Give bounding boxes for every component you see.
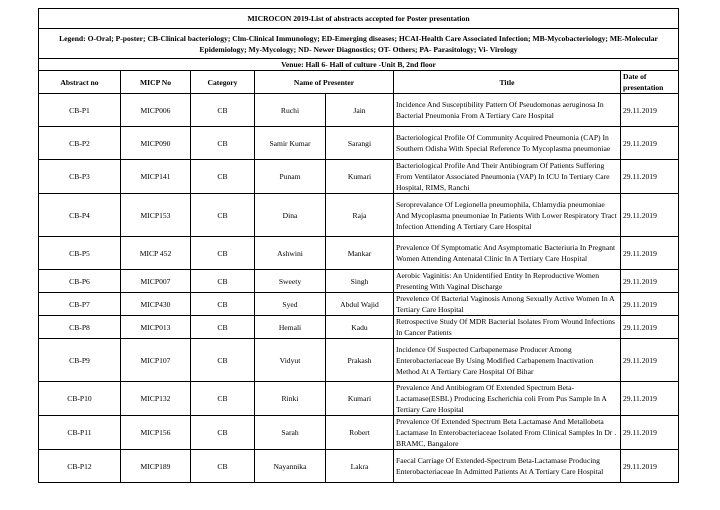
- abstract-title-cell: Bacteriological Profile Of Community Acquired Pneumonia (CAP) In Southern Odisha With Special Reference To Mycoplasma pneumoniae: [394, 127, 621, 160]
- micp-no-cell: MICP006: [121, 94, 191, 127]
- presentation-date-cell: 29.11.2019: [621, 94, 679, 127]
- presentation-date-cell: 29.11.2019: [621, 382, 679, 416]
- micp-no-cell: MICP013: [121, 316, 191, 339]
- category-cell: CB: [191, 94, 255, 127]
- presentation-date-cell: 29.11.2019: [621, 293, 679, 316]
- header-title: Title: [394, 71, 621, 94]
- abstract-title-cell: Faecal Carriage Of Extended-Spectrum Beta-Lactamase Producing Enterobacteriaceae In Admitted Patients At A Tertiary Care Hospital: [394, 450, 621, 483]
- presentation-date-cell: 29.11.2019: [621, 270, 679, 293]
- abstract-no-cell: CB-P2: [39, 127, 121, 160]
- presentation-date-cell: 29.11.2019: [621, 194, 679, 237]
- header-date: Date of presentation: [621, 71, 679, 94]
- abstract-no-cell: CB-P8: [39, 316, 121, 339]
- micp-no-cell: MICP007: [121, 270, 191, 293]
- category-cell: CB: [191, 450, 255, 483]
- table-row: [39, 194, 679, 237]
- abstract-title-cell: Incidence And Susceptibility Pattern Of Pseudomonas aeruginosa In Bacterial Pneumonia From A Tertiary Care Hospital: [394, 94, 621, 127]
- micp-no-cell: MICP189: [121, 450, 191, 483]
- table-row: [39, 450, 679, 483]
- abstract-title-cell: Bacteriological Profile And Their Antibiogram Of Patients Suffering From Ventilator Associated Pneumonia (VAP) In ICU In Tertiary Care Hospital, RIMS, Ranchi: [394, 160, 621, 194]
- presenter-last-name-cell: Mankar: [326, 237, 394, 270]
- header-row: [39, 71, 679, 94]
- presenter-first-name-cell: Sweety: [255, 270, 326, 293]
- abstract-title-cell: Prevalence Of Symptomatic And Asymptomatic Bacteriuria In Pregnant Women Attending Antenatal Clinic In A Tertiary Care Hospital: [394, 237, 621, 270]
- presentation-date-cell: 29.11.2019: [621, 316, 679, 339]
- presenter-first-name-cell: Ashwini: [255, 237, 326, 270]
- presenter-first-name-cell: Dina: [255, 194, 326, 237]
- venue-row: [39, 59, 679, 71]
- abstract-no-cell: CB-P1: [39, 94, 121, 127]
- abstract-title-cell: Seroprevalance Of Legionella pneumophila, Chlamydia pneumoniae And Mycoplasma pneumoniae In Patients With Lower Respiratory Tract Infection Attending A Tertiary Care Hospital: [394, 194, 621, 237]
- category-cell: CB: [191, 127, 255, 160]
- table-row: [39, 316, 679, 339]
- presenter-first-name-cell: Nayannika: [255, 450, 326, 483]
- category-cell: CB: [191, 416, 255, 450]
- abstract-no-cell: CB-P12: [39, 450, 121, 483]
- category-cell: CB: [191, 160, 255, 194]
- presenter-last-name-cell: Raja: [326, 194, 394, 237]
- presenter-last-name-cell: Sarangi: [326, 127, 394, 160]
- category-cell: CB: [191, 316, 255, 339]
- presentation-date-cell: 29.11.2019: [621, 339, 679, 382]
- micp-no-cell: MICP090: [121, 127, 191, 160]
- presenter-first-name-cell: Ruchi: [255, 94, 326, 127]
- table-row: [39, 382, 679, 416]
- presenter-last-name-cell: Prakash: [326, 339, 394, 382]
- presenter-last-name-cell: Robert: [326, 416, 394, 450]
- presenter-first-name-cell: Punam: [255, 160, 326, 194]
- table-row: [39, 127, 679, 160]
- abstract-no-cell: CB-P4: [39, 194, 121, 237]
- abstract-no-cell: CB-P7: [39, 293, 121, 316]
- abstract-no-cell: CB-P5: [39, 237, 121, 270]
- page-title: MICROCON 2019-List of abstracts accepted for Poster presentation: [39, 9, 679, 29]
- abstract-title-cell: Incidence Of Suspected Carbapenemase Producer Among Enterobacteriaceae By Using Modified Carbapenem Inactivation Method At A Tertiary Care Hospital Of Bihar: [394, 339, 621, 382]
- presenter-first-name-cell: Vidyut: [255, 339, 326, 382]
- category-cell: CB: [191, 339, 255, 382]
- table-row: [39, 416, 679, 450]
- category-cell: CB: [191, 270, 255, 293]
- micp-no-cell: MICP430: [121, 293, 191, 316]
- table-row: [39, 270, 679, 293]
- presenter-last-name-cell: Lakra: [326, 450, 394, 483]
- presentation-date-cell: 29.11.2019: [621, 160, 679, 194]
- abstracts-table: [38, 8, 679, 483]
- venue-text: Venue: Hall 6- Hall of culture -Unit B, 2nd floor: [39, 59, 679, 71]
- header-category: Category: [191, 71, 255, 94]
- category-cell: CB: [191, 293, 255, 316]
- micp-no-cell: MICP107: [121, 339, 191, 382]
- presenter-last-name-cell: Kadu: [326, 316, 394, 339]
- table-row: [39, 160, 679, 194]
- abstract-no-cell: CB-P3: [39, 160, 121, 194]
- header-presenter: Name of Presenter: [255, 71, 394, 94]
- category-cell: CB: [191, 382, 255, 416]
- abstract-no-cell: CB-P10: [39, 382, 121, 416]
- abstract-no-cell: CB-P6: [39, 270, 121, 293]
- presenter-first-name-cell: Hemali: [255, 316, 326, 339]
- presenter-last-name-cell: Kumari: [326, 160, 394, 194]
- presentation-date-cell: 29.11.2019: [621, 416, 679, 450]
- category-cell: CB: [191, 237, 255, 270]
- legend-text: Legend: O-Oral; P-poster; CB-Clinical bacteriology; Clm-Clinical Immunology; ED-Emerging diseases; HCAI-Health Care Associated Infection; MB-Mycobacteriology; ME-Molecular Epidemiology; My-Mycology; ND- Newer Diagnostics; OT- Others; PA- Parasitology; Vi- Virology: [39, 29, 679, 59]
- presenter-first-name-cell: Rinki: [255, 382, 326, 416]
- title-row: [39, 9, 679, 29]
- micp-no-cell: MICP141: [121, 160, 191, 194]
- abstract-title-cell: Prevalence Of Extended Spectrum Beta Lactamase And Metallobeta Lactamase In Enterobacteriaceae Isolated From Clinical Samples In Dr . BRAMC, Bangalore: [394, 416, 621, 450]
- abstract-no-cell: CB-P11: [39, 416, 121, 450]
- micp-no-cell: MICP132: [121, 382, 191, 416]
- abstract-title-cell: Prevelence Of Bacterial Vaginosis Among Sexually Active Women In A Tertiary Care Hospital: [394, 293, 621, 316]
- table-row: [39, 293, 679, 316]
- presentation-date-cell: 29.11.2019: [621, 237, 679, 270]
- category-cell: CB: [191, 194, 255, 237]
- presentation-date-cell: 29.11.2019: [621, 450, 679, 483]
- legend-row: [39, 29, 679, 59]
- table-row: [39, 339, 679, 382]
- presenter-first-name-cell: Syed: [255, 293, 326, 316]
- presenter-last-name-cell: Singh: [326, 270, 394, 293]
- presenter-last-name-cell: Kumari: [326, 382, 394, 416]
- micp-no-cell: MICP153: [121, 194, 191, 237]
- presenter-first-name-cell: Sarah: [255, 416, 326, 450]
- micp-no-cell: MICP 452: [121, 237, 191, 270]
- header-micp-no: MICP No: [121, 71, 191, 94]
- presenter-last-name-cell: Jain: [326, 94, 394, 127]
- header-abstract-no: Abstract no: [39, 71, 121, 94]
- table-row: [39, 237, 679, 270]
- abstract-title-cell: Retrospective Study Of MDR Bacterial Isolates From Wound Infections In Cancer Patients: [394, 316, 621, 339]
- abstract-no-cell: CB-P9: [39, 339, 121, 382]
- presenter-first-name-cell: Samir Kumar: [255, 127, 326, 160]
- abstract-title-cell: Prevalence And Antibiogram Of Extended Spectrum Beta-Lactamase(ESBL) Producing Escherichia coli From Pus Sample In A Tertiary Care Hospital: [394, 382, 621, 416]
- presenter-last-name-cell: Abdul Wajid: [326, 293, 394, 316]
- micp-no-cell: MICP156: [121, 416, 191, 450]
- presentation-date-cell: 29.11.2019: [621, 127, 679, 160]
- abstract-title-cell: Aerobic Vaginitis: An Unidentified Entity In Reproductive Women Presenting With Vaginal Discharge: [394, 270, 621, 293]
- table-row: [39, 94, 679, 127]
